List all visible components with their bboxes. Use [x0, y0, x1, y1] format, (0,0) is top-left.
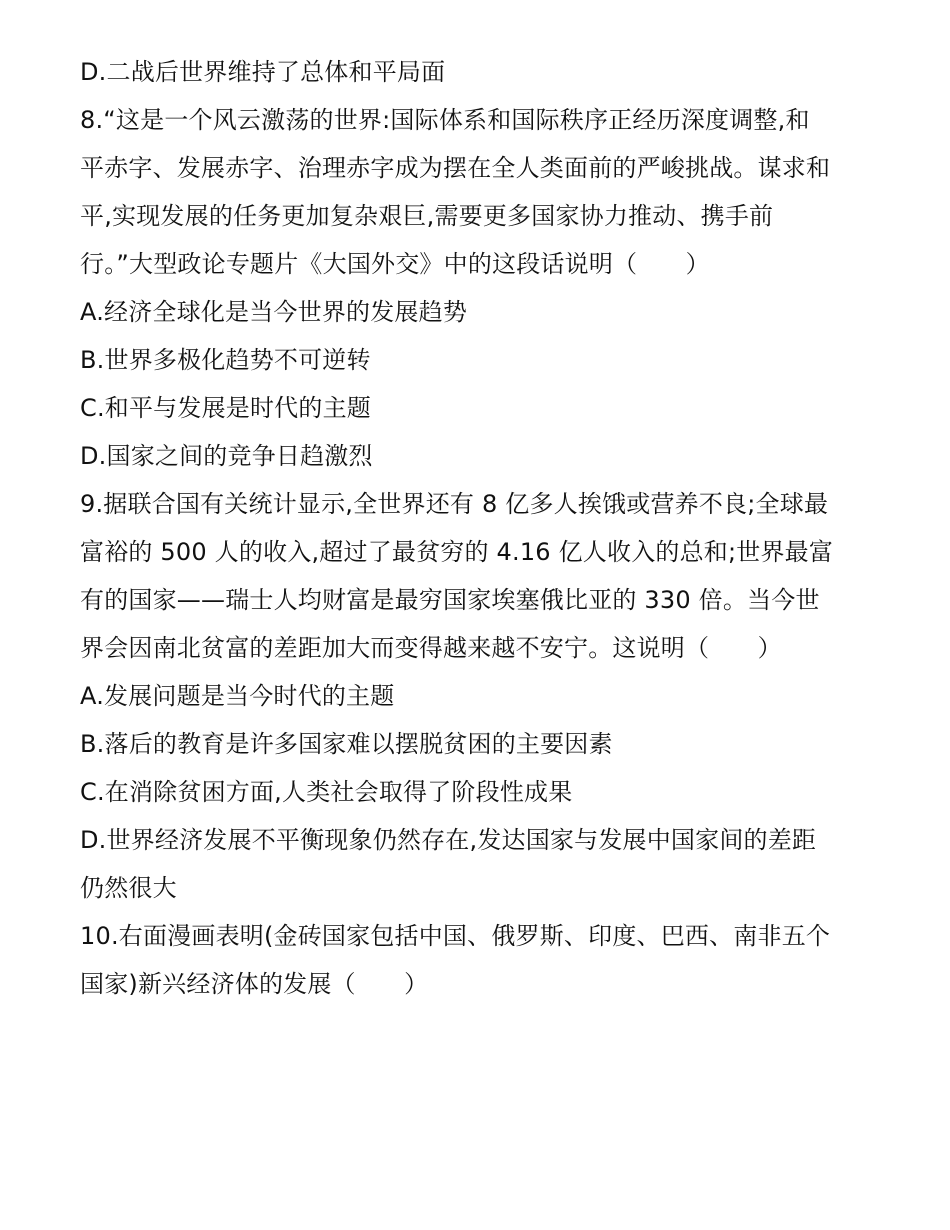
q9-stem-line-2: 富裕的 500 人的收入,超过了最贫穷的 4.16 亿人收入的总和;世界最富 [80, 538, 834, 566]
q9-stem-line-4: 界会因南北贫富的差距加大而变得越来越不安宁。这说明（ ） [80, 634, 782, 662]
q7-option-d: D.二战后世界维持了总体和平局面 [80, 58, 446, 86]
q8-stem-line-3: 平,实现发展的任务更加复杂艰巨,需要更多国家协力推动、携手前 [80, 202, 774, 230]
question-9 [80, 480, 880, 912]
q9-option-d-line-1: D.世界经济发展不平衡现象仍然存在,发达国家与发展中国家间的差距 [80, 826, 817, 854]
q8-option-b: B.世界多极化趋势不可逆转 [80, 346, 371, 374]
q8-stem-line-1: 8.“这是一个风云激荡的世界:国际体系和国际秩序正经历深度调整,和 [80, 106, 810, 134]
q8-stem-line-2: 平赤字、发展赤字、治理赤字成为摆在全人类面前的严峻挑战。谋求和 [80, 154, 831, 182]
q9-stem-line-3: 有的国家——瑞士人均财富是最穷国家埃塞俄比亚的 330 倍。当今世 [80, 586, 820, 614]
question-8 [80, 96, 880, 480]
q8-option-c: C.和平与发展是时代的主题 [80, 394, 371, 422]
q9-option-b: B.落后的教育是许多国家难以摆脱贫困的主要因素 [80, 730, 613, 758]
q9-option-c: C.在消除贫困方面,人类社会取得了阶段性成果 [80, 778, 573, 806]
q10-stem-line-2: 国家)新兴经济体的发展（ ） [80, 970, 429, 998]
q8-option-d: D.国家之间的竞争日趋激烈 [80, 442, 373, 470]
q10-stem-line-1: 10.右面漫画表明(金砖国家包括中国、俄罗斯、印度、巴西、南非五个 [80, 922, 831, 950]
q9-stem-line-1: 9.据联合国有关统计显示,全世界还有 8 亿多人挨饿或营养不良;全球最 [80, 490, 829, 518]
q9-option-d-line-2: 仍然很大 [80, 874, 177, 902]
q8-stem-line-4: 行。”大型政论专题片《大国外交》中的这段话说明（ ） [80, 250, 710, 278]
q8-option-a: A.经济全球化是当今世界的发展趋势 [80, 298, 468, 326]
q9-option-a: A.发展问题是当今时代的主题 [80, 682, 395, 710]
document-page [80, 48, 880, 1008]
question-10 [80, 912, 880, 1008]
